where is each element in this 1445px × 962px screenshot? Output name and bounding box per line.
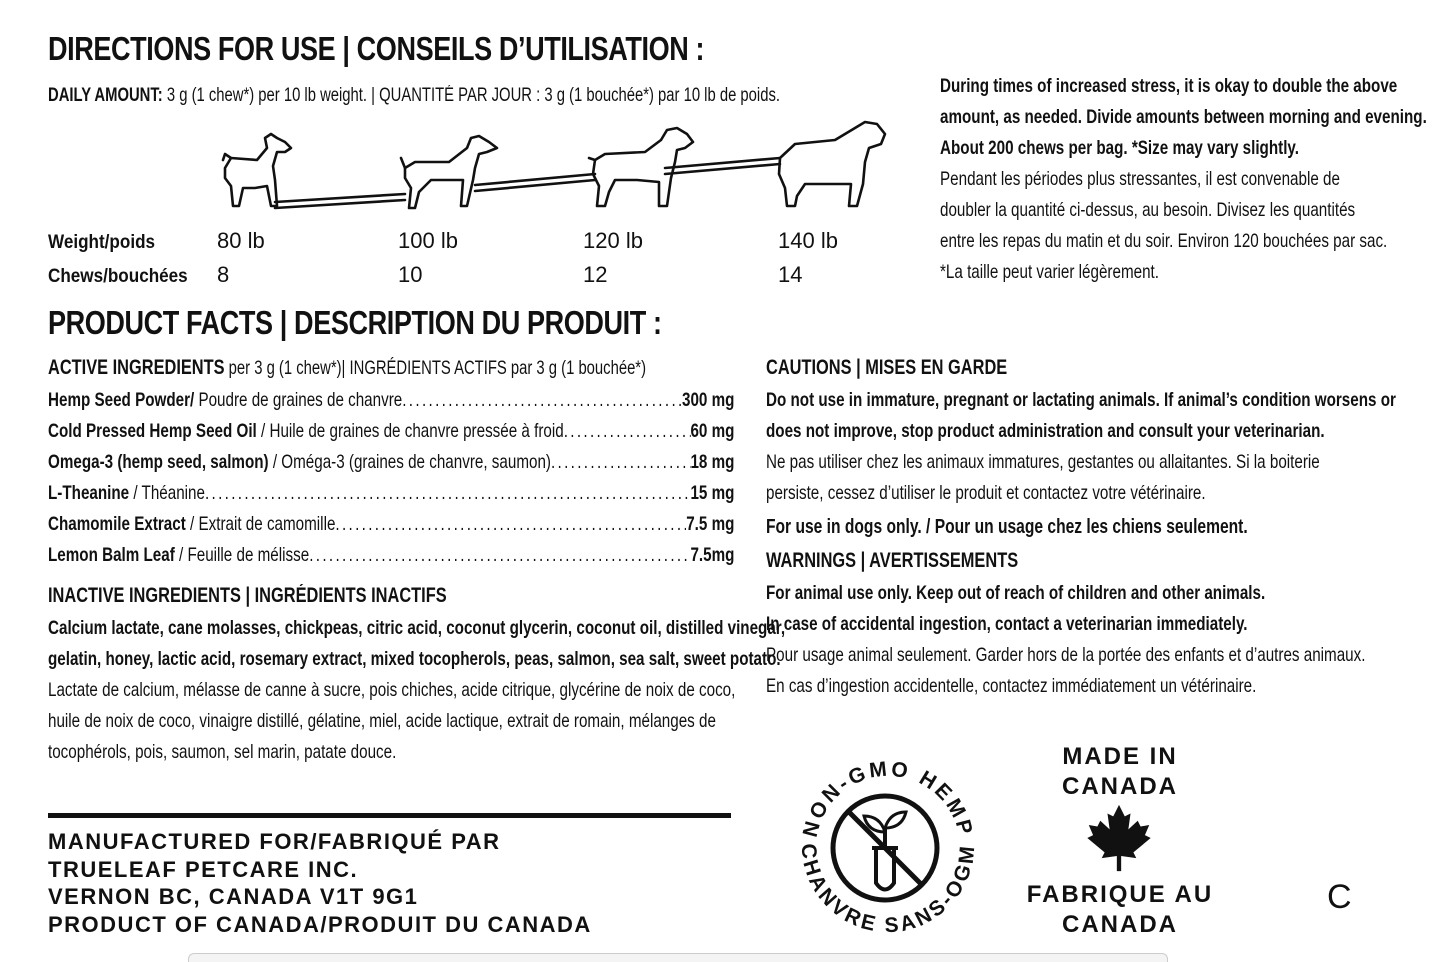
weight-100: 100 lb: [398, 228, 458, 253]
weight-80: 80 lb: [217, 228, 265, 253]
chews-10: 10: [398, 262, 423, 287]
caution-en-line: does not improve, stop product administration and consult your veterinarian.: [766, 420, 1325, 442]
fabrique-au-canada-fr: [1020, 880, 1220, 940]
weight-label: Weight/poids: [48, 232, 156, 253]
made-in-line: MADE IN: [1062, 743, 1178, 770]
directions-title: DIRECTIONS FOR USE | CONSEILS D’UTILISATION :: [48, 30, 705, 67]
note-fr-line: Pendant les périodes plus stressantes, il est convenable de: [940, 168, 1340, 190]
inactive-ingredients-title: INACTIVE INGREDIENTS | INGRÉDIENTS INACTIFS: [48, 584, 447, 607]
ingredient-amount: 7.5mg: [690, 544, 735, 566]
ingredient-row: [48, 416, 734, 447]
size-line-2: [475, 174, 595, 185]
inactive-fr-line: tocophérols, pois, saumon, sel marin, patate douce.: [48, 741, 397, 763]
ingredient-row: [48, 385, 734, 416]
ingredient-name: Chamomile Extract: [48, 513, 186, 535]
inactive-fr-line: Lactate de calcium, mélasse de canne à sucre, pois chiches, acide citrique, glycérine de noix de coco,: [48, 679, 736, 701]
note-en-line: During times of increased stress, it is okay to double the above: [940, 75, 1398, 97]
manufacturer-line: TRUELEAF PETCARE INC.: [48, 856, 359, 882]
ingredient-amount: 18 mg: [690, 451, 735, 473]
manufacturer-line: PRODUCT OF CANADA/PRODUIT DU CANADA: [48, 911, 592, 937]
ingredient-name: Omega-3 (hemp seed, salmon): [48, 451, 269, 473]
active-ingredients-heading: [48, 356, 646, 380]
caution-en-line: Do not use in immature, pregnant or lactating animals. If animal’s condition worsens or: [766, 389, 1396, 411]
made-in-canada-en: [1020, 742, 1220, 802]
weight-140: 140 lb: [778, 228, 838, 253]
dog-size-illustration: [205, 118, 895, 218]
manufacturer-line: VERNON BC, CANADA V1T 9G1: [48, 884, 419, 909]
badge-bottom-text: CHANVRE SANS-OGM: [796, 842, 980, 938]
daily-amount-label: DAILY AMOUNT:: [48, 85, 163, 106]
caution-fr-line: Ne pas utiliser chez les animaux immatures, gestantes ou allaitantes. Si la boiterie: [766, 451, 1320, 473]
warning-en-line: In case of accidental ingestion, contact a veterinarian immediately.: [766, 613, 1248, 635]
cautions-text: [766, 385, 1445, 509]
inactive-en-line: Calcium lactate, cane molasses, chickpeas, citric acid, coconut glycerin, coconut oil, distilled vinegar,: [48, 617, 786, 639]
non-gmo-hemp-badge: [788, 748, 988, 943]
chews-14: 14: [778, 262, 803, 287]
made-in-line: FABRIQUE AU: [1026, 881, 1214, 908]
chews-12: 12: [583, 262, 608, 287]
caution-fr-line: persiste, cessez d’utiliser le produit et contactez votre vétérinaire.: [766, 482, 1206, 504]
ingredient-name: Lemon Balm Leaf: [48, 544, 175, 566]
dogs-only-notice: For use in dogs only. / Pour un usage chez les chiens seulement.: [766, 516, 1248, 538]
ingredient-row: [48, 509, 734, 540]
product-facts-title: PRODUCT FACTS | DESCRIPTION DU PRODUIT :: [48, 304, 662, 341]
active-per-fr: par 3 g (1 bouchée*): [510, 358, 647, 379]
ingredient-name-fr: / Oméga-3 (graines de chanvre, saumon): [268, 451, 551, 473]
chews-label: Chews/bouchées: [48, 266, 188, 287]
ingredient-amount: 60 mg: [690, 420, 735, 442]
note-en-line: amount, as needed. Divide amounts between morning and evening.: [940, 106, 1427, 128]
hemp-sprout-icon: [833, 796, 937, 900]
warning-fr-line: Pour usage animal seulement. Garder hors de la portée des enfants et d’autres animaux.: [766, 644, 1366, 666]
ingredient-name-fr: Poudre de graines de chanvre: [194, 389, 403, 411]
divider-rule: [48, 813, 731, 818]
daily-amount-line: [48, 85, 780, 107]
dog-medium-icon: [401, 136, 497, 208]
manufacturer-line: MANUFACTURED FOR/FABRIQUÉ PAR: [48, 829, 501, 854]
made-in-line: CANADA: [1062, 911, 1178, 938]
inactive-en-line: gelatin, honey, lactic acid, rosemary extract, mixed tocopherols, peas, salmon, sea salt, sweet potato.: [48, 648, 781, 670]
ingredient-name-fr: / Théanine: [129, 482, 205, 504]
warning-fr-line: En cas d’ingestion accidentelle, contactez immédiatement un vétérinaire.: [766, 675, 1257, 697]
cautions-title: CAUTIONS | MISES EN GARDE: [766, 356, 1008, 379]
active-label: ACTIVE INGREDIENTS: [48, 356, 225, 379]
ingredient-amount: 15 mg: [690, 482, 735, 504]
maple-leaf-icon: [1083, 802, 1155, 874]
daily-amount-text: 3 g (1 chew*) per 10 lb weight. | QUANTITÉ PAR JOUR : 3 g (1 bouchée*) par 10 lb de poids.: [166, 85, 780, 106]
ingredient-name: Cold Pressed Hemp Seed Oil: [48, 420, 257, 442]
badge-top-text: NON-GMO HEMP: [798, 757, 978, 840]
ingredient-amount: 300 mg: [681, 389, 735, 411]
made-in-line: CANADA: [1062, 773, 1178, 800]
note-fr-line: *La taille peut varier légèrement.: [940, 261, 1159, 283]
note-fr-line: entre les repas du matin et du soir. Environ 120 bouchées par sac.: [940, 230, 1388, 252]
ingredient-name-fr: / Extrait de camomille: [185, 513, 336, 535]
ingredient-row: [48, 540, 734, 571]
dog-xlarge-icon: [779, 122, 885, 206]
dog-small-icon: [223, 134, 291, 206]
chews-8: 8: [217, 262, 230, 287]
note-fr-line: doubler la quantité ci-dessus, au besoin. Divisez les quantités: [940, 199, 1356, 221]
ingredient-name: L-Theanine: [48, 482, 130, 504]
ingredient-name-fr: / Feuille de mélisse: [174, 544, 310, 566]
active-per: per 3 g (1 chew*)| INGRÉDIENTS ACTIFS: [228, 358, 507, 379]
weight-120: 120 lb: [583, 228, 643, 253]
inactive-fr-line: huile de noix de coco, vinaigre distillé, gélatine, miel, acide lactique, extrait de romain, mélanges de: [48, 710, 716, 732]
note-en-line: About 200 chews per bag. *Size may vary slightly.: [940, 137, 1299, 159]
warnings-title: WARNINGS | AVERTISSEMENTS: [766, 549, 1019, 572]
dosage-note: [940, 71, 1445, 288]
warning-en-line: For animal use only. Keep out of reach of children and other animals.: [766, 582, 1266, 604]
ingredient-amount: 7.5 mg: [686, 513, 735, 535]
ingredient-name: Hemp Seed Powder/: [48, 389, 195, 411]
ingredient-row: [48, 447, 734, 478]
manufacturer-block: [48, 828, 592, 938]
corner-mark: C: [1327, 878, 1352, 916]
warnings-text: [766, 578, 1445, 702]
ingredient-row: [48, 478, 734, 509]
ingredient-name-fr: / Huile de graines de chanvre pressée à froid: [256, 420, 564, 442]
